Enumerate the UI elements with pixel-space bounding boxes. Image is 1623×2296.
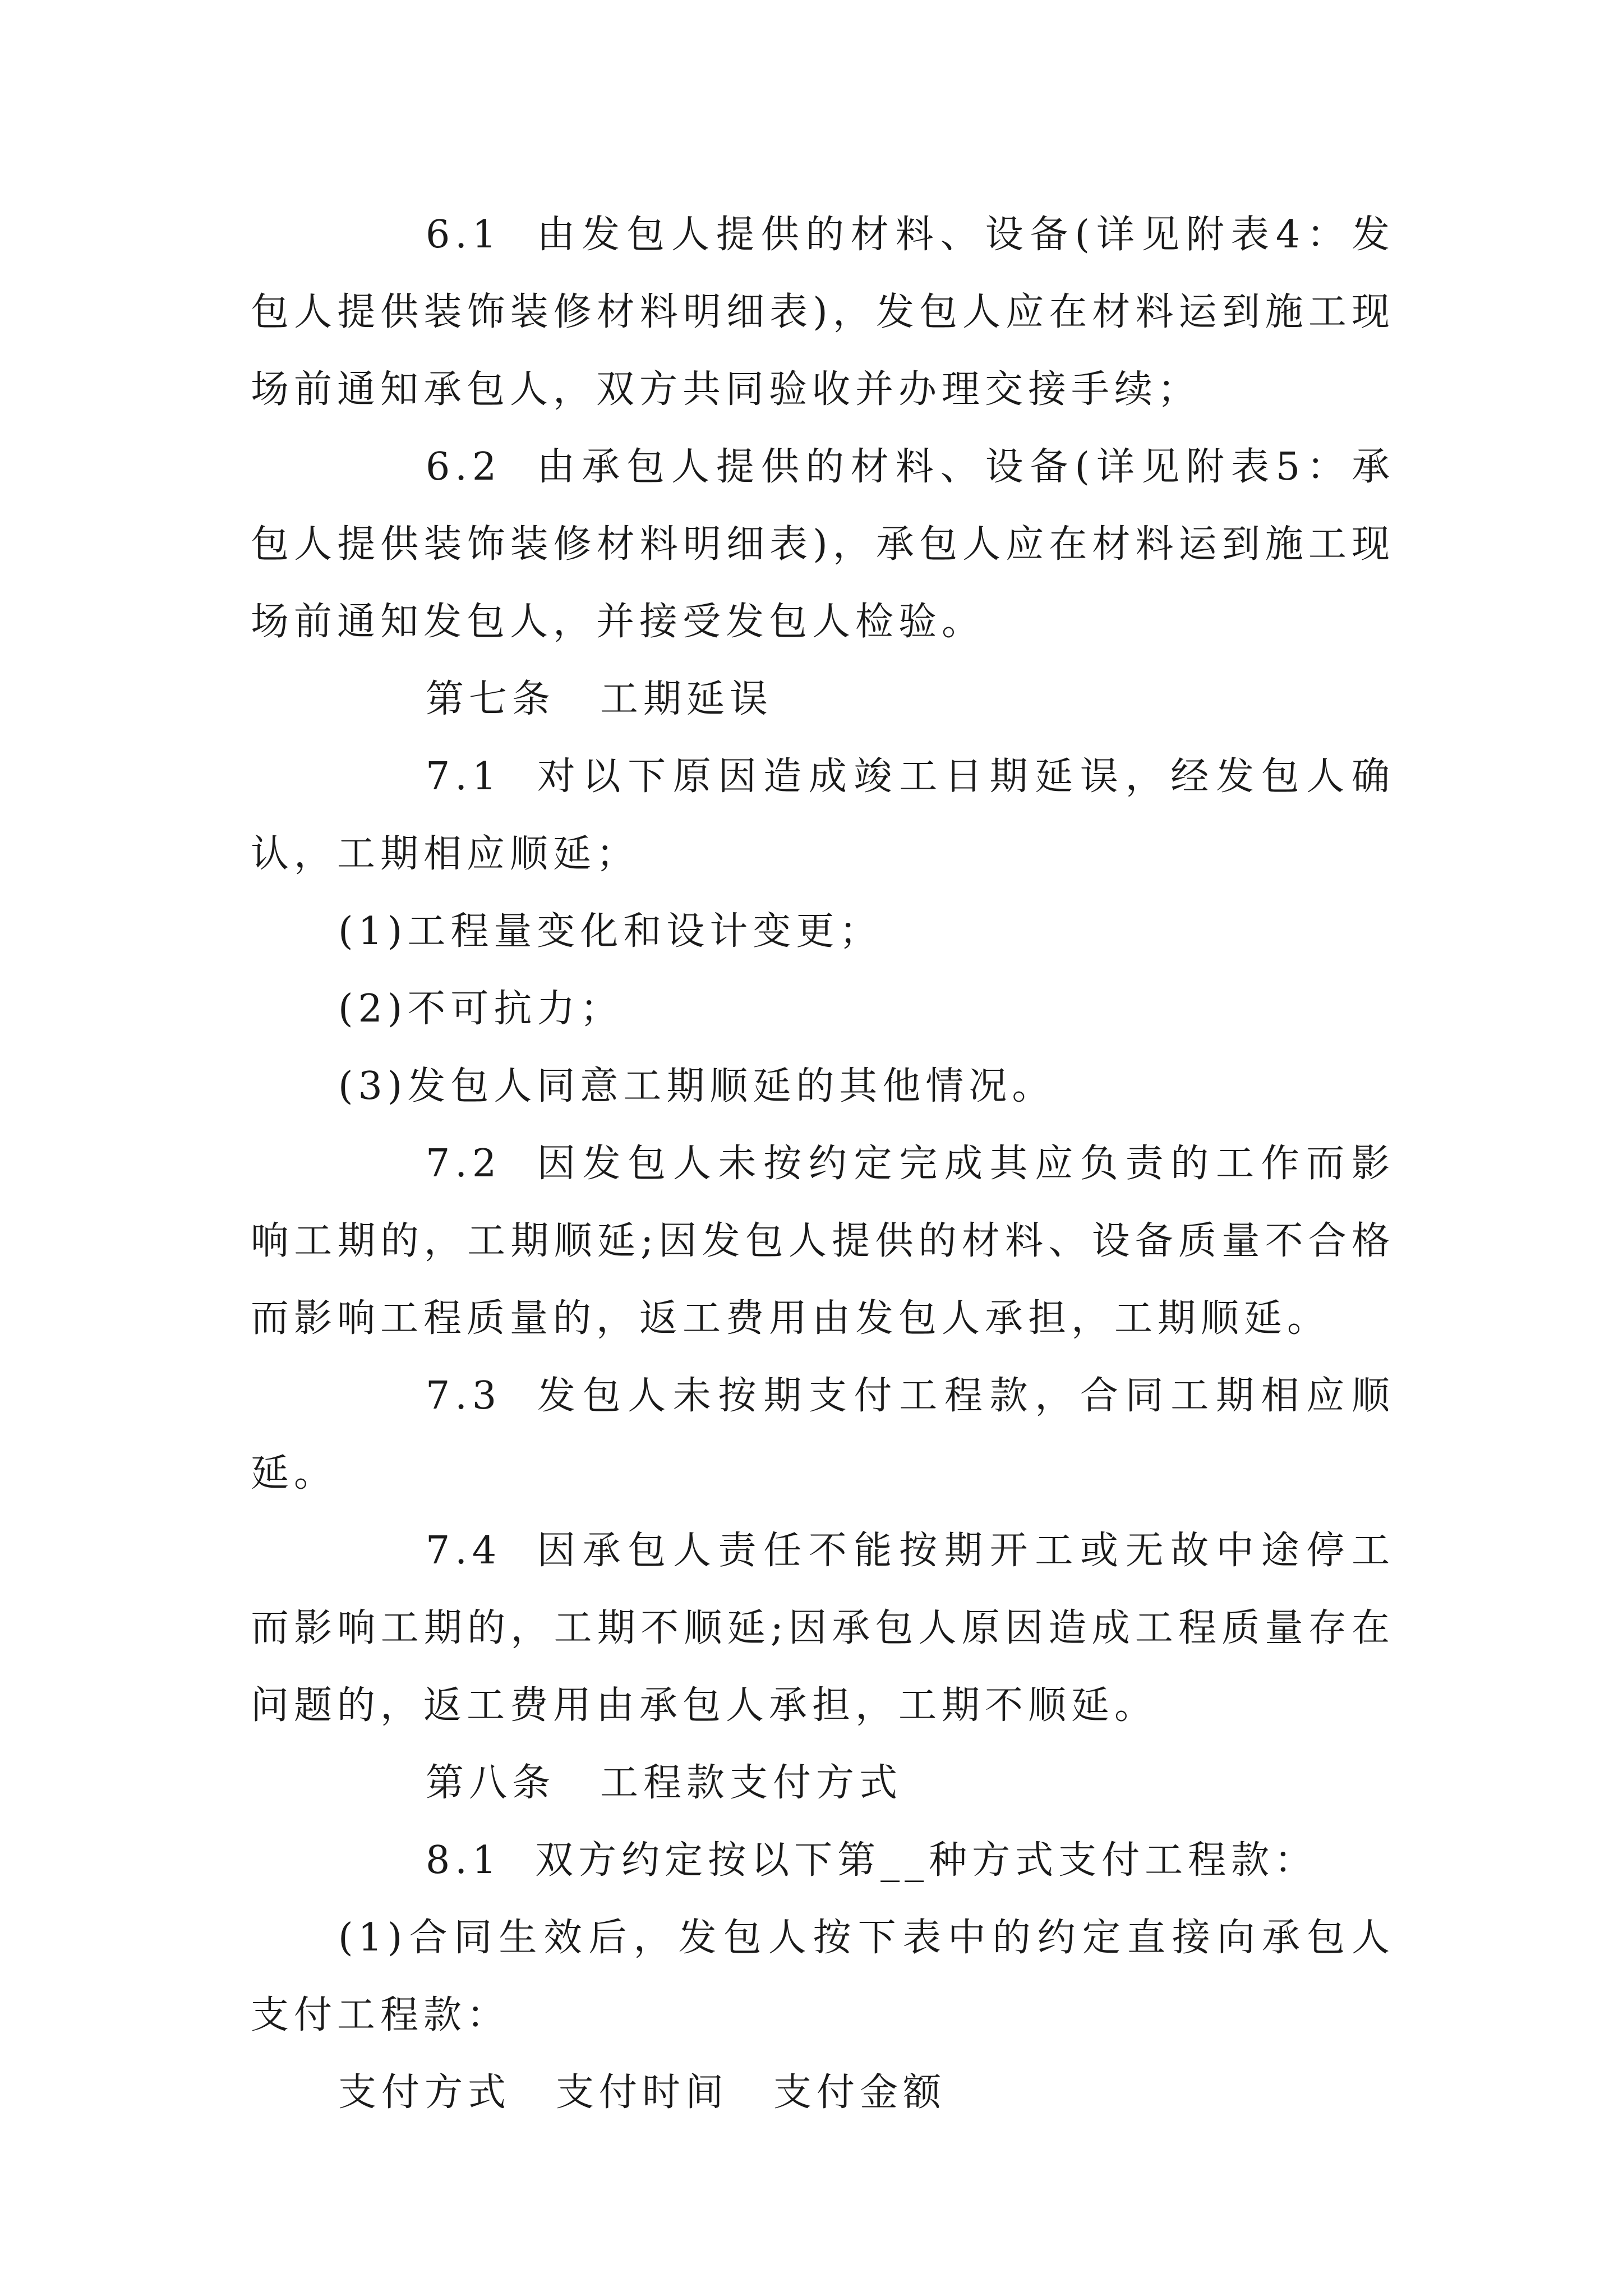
- list-item-1: (1)工程量变化和设计变更；: [338, 909, 883, 954]
- clause-number: 8.1: [426, 1838, 502, 1883]
- document-body: [251, 196, 1395, 2132]
- clause-text: 因发包人未按约定完成其应负责的工作而影响工期的，工期顺延;因发包人提供的材料、设备质量不合格而影响工程质量的，返工费用由发包人承担，工期顺延。: [251, 1142, 1395, 1341]
- clause-number: 7.2: [426, 1142, 502, 1186]
- clause-number: 7.4: [426, 1529, 502, 1573]
- clause-7-3: [251, 1358, 1395, 1512]
- clause-text: 由承包人提供的材料、设备(详见附表5：承包人提供装饰装修材料明细表)，承包人应在材料运到施工现场前通知发包人，并接受发包人检验。: [251, 445, 1395, 644]
- article-title: 工程款支付方式: [600, 1761, 903, 1805]
- column-payment-amount: 支付金额: [773, 2070, 947, 2115]
- list-item-payment-1: (1)合同生效后，发包人按下表中的约定直接向承包人支付工程款：: [251, 1916, 1395, 2037]
- list-item-3: (3)发包人同意工期顺延的其他情况。: [338, 1064, 1055, 1108]
- clause-6-1: [251, 196, 1395, 429]
- clause-7-1: [251, 738, 1395, 893]
- clause-text: 对以下原因造成竣工日期延误，经发包人确认，工期相应顺延；: [251, 754, 1395, 876]
- article-number: 第七条: [426, 677, 556, 721]
- clause-number: 7.3: [426, 1374, 502, 1418]
- clause-6-2: [251, 429, 1395, 661]
- clause-text: 由发包人提供的材料、设备(详见附表4：发包人提供装饰装修材料明细表)，发包人应在材料运到施工现场前通知承包人，双方共同验收并办理交接手续；: [251, 213, 1395, 412]
- clause-7-4: [251, 1512, 1395, 1745]
- column-payment-method: 支付方式: [338, 2070, 511, 2115]
- list-item-2: (2)不可抗力；: [338, 987, 624, 1031]
- clause-8-1: [251, 1822, 1395, 1899]
- article-number: 第八条: [426, 1761, 556, 1805]
- clause-7-2: [251, 1125, 1395, 1358]
- clause-text: 发包人未按期支付工程款，合同工期相应顺延。: [251, 1374, 1395, 1496]
- clause-text: 因承包人责任不能按期开工或无故中途停工而影响工期的，工期不顺延;因承包人原因造成工程质量存在问题的，返工费用由承包人承担，工期不顺延。: [251, 1529, 1395, 1728]
- article-7-heading: [251, 661, 1395, 738]
- payment-table-header: [251, 2054, 1395, 2132]
- clause-number: 6.2: [426, 445, 502, 489]
- clause-number: 7.1: [426, 754, 502, 799]
- clause-number: 6.1: [426, 213, 502, 257]
- article-8-heading: [251, 1745, 1395, 1822]
- column-payment-time: 支付时间: [556, 2070, 729, 2115]
- clause-text: 双方约定按以下第__种方式支付工程款：: [535, 1838, 1318, 1883]
- article-title: 工期延误: [600, 677, 773, 721]
